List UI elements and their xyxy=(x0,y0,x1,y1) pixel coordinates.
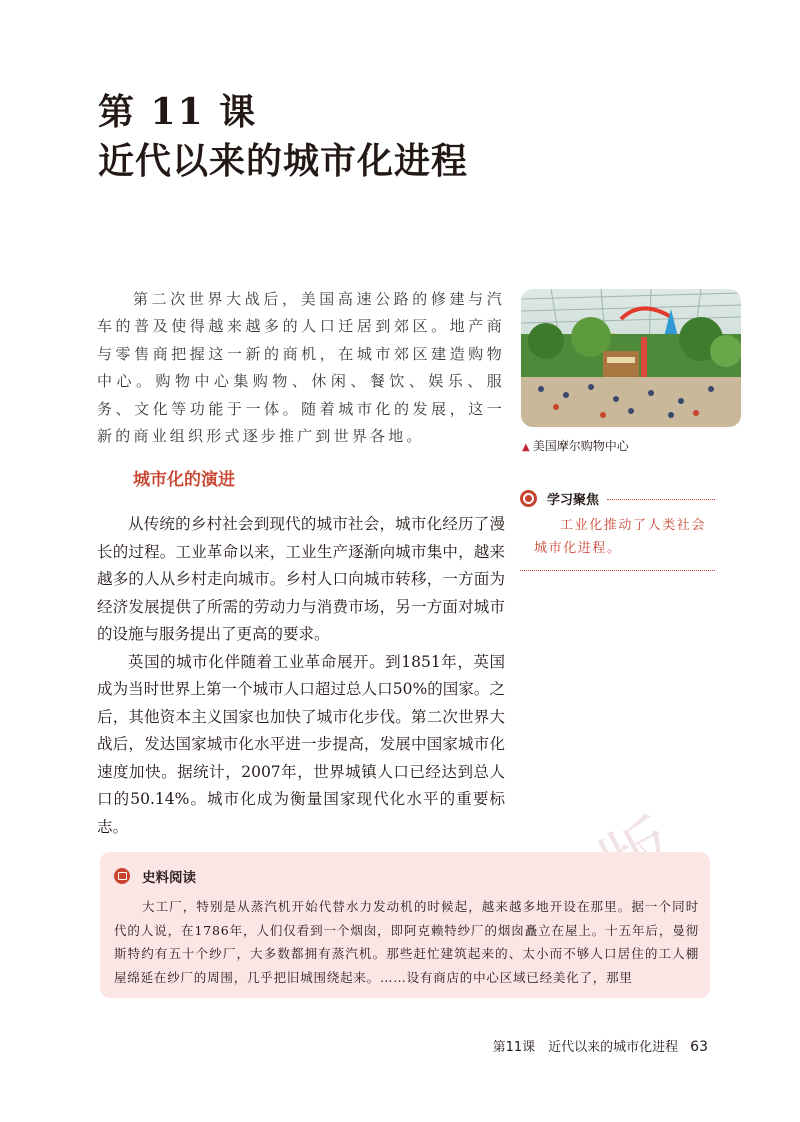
reading-label: 史料阅读 xyxy=(142,870,196,886)
triangle-icon: ▲ xyxy=(522,442,530,453)
focus-text: 工业化推动了人类社会城市化进程。 xyxy=(534,518,707,556)
reading-text: 大工厂，特别是从蒸汽机开始代替水力发动机的时候起，越来越多地开设在那里。据一个同时代的人说，在1786年，人们仅看到一个烟囱，即阿克赖特纱厂的烟囱矗立在屋上。十五年后，曼彻斯特约有五十个纱厂，大多数都拥有蒸汽机。那些赶忙建筑起来的、太小而不够人口居住的工人棚屋绵延在纱厂的周围，几乎把旧城围绕起来。……设有商店的中心区域已经美化了，那里 xyxy=(114,899,699,985)
body-text xyxy=(97,511,505,841)
target-icon xyxy=(520,490,537,507)
source-reading-box xyxy=(100,852,710,998)
section-heading: 城市化的演进 xyxy=(133,470,235,490)
focus-label: 学习聚焦 xyxy=(547,492,600,508)
caption-text: 美国摩尔购物中心 xyxy=(532,439,629,453)
photo-caption xyxy=(522,437,629,454)
study-focus-box xyxy=(520,488,715,571)
intro-paragraph: 第二次世界大战后，美国高速公路的修建与汽车的普及使得越来越多的人口迁居到郊区。地产商与零售商把握这一新的商机，在城市郊区建造购物中心。购物中心集购物、休闲、餐饮、娱乐、服务、文化等功能于一体。随着城市化的发展，这一新的商业组织形式逐步推广到世界各地。 xyxy=(97,290,505,446)
lesson-title: 近代以来的城市化进程 xyxy=(98,140,469,182)
running-title: 第11课 近代以来的城市化进程 xyxy=(492,1040,679,1055)
body-paragraph: 英国的城市化伴随着工业革命展开。到1851年，英国成为当时世界上第一个城市人口超过总人口50%的国家。之后，其他资本主义国家也加快了城市化步伐。第二次世界大战后，发达国家城市化水平进一步提高，发展中国家城市化速度加快。据统计，2007年，世界城镇人口已经达到总人口的50.14%。城市化成为衡量国家现代化水平的重要标志。 xyxy=(97,652,505,836)
mall-photo xyxy=(521,289,741,427)
dotted-divider xyxy=(607,499,715,500)
page-footer xyxy=(493,1036,708,1055)
lesson-number: 第 11 课 xyxy=(98,91,258,133)
body-paragraph: 从传统的乡村社会到现代的城市社会，城市化经历了漫长的过程。工业革命以来，工业生产逐渐向城市集中，越来越多的人从乡村走向城市。乡村人口向城市转移，一方面为经济发展提供了所需的劳动力与消费市场，另一方面对城市的设施与服务提出了更高的要求。 xyxy=(97,515,505,643)
book-icon xyxy=(114,868,130,884)
dotted-divider xyxy=(520,570,715,571)
page-number: 63 xyxy=(690,1039,708,1055)
